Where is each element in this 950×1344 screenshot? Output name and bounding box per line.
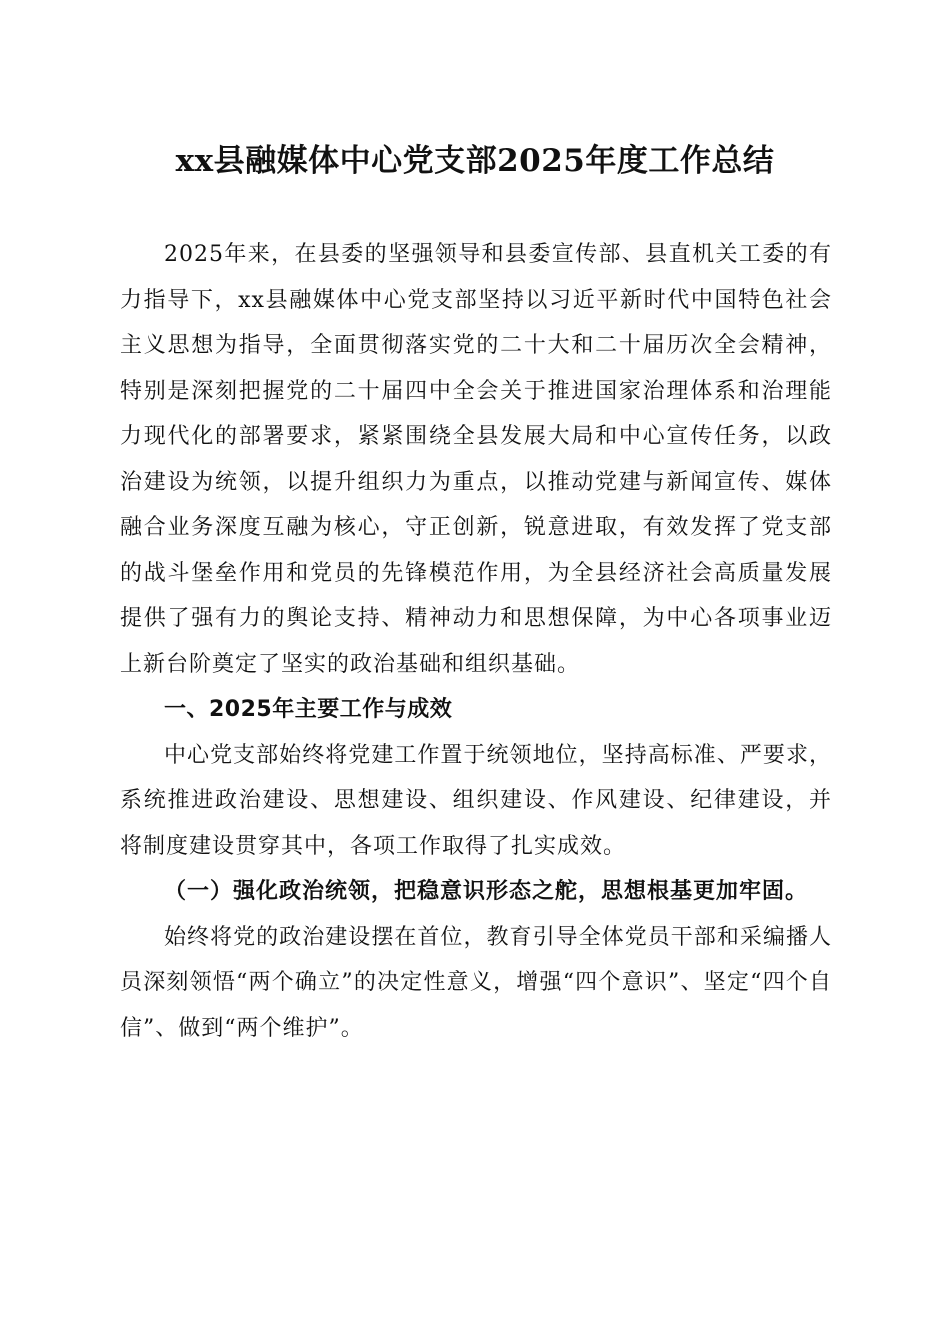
subsection-1-paragraph: 始终将党的政治建设摆在首位，教育引导全体党员干部和采编播人员深刻领悟“两个确立”的决定性意义，增强“四个意识”、坚定“四个自信”、做到“两个维护”。 bbox=[120, 924, 832, 1041]
section-1-paragraph: 中心党支部始终将党建工作置于统领地位，坚持高标准、严要求，系统推进政治建设、思想建设、组织建设、作风建设、纪律建设，并将制度建设贯穿其中，各项工作取得了扎实成效。 bbox=[120, 742, 832, 859]
document-body bbox=[120, 232, 832, 1051]
section-heading-1: 一、2025年主要工作与成效 bbox=[164, 697, 453, 722]
intro-paragraph: 2025年来，在县委的坚强领导和县委宣传部、县直机关工委的有力指导下，xx县融媒体中心党支部坚持以习近平新时代中国特色社会主义思想为指导，全面贯彻落实党的二十大和二十届历次全会精神，特别是深刻把握党的二十届四中全会关于推进国家治理体系和治理能力现代化的部署要求，紧紧围绕全县发展大局和中心宣传任务，以政治建设为统领，以提升组织力为重点，以推动党建与新闻宣传、媒体融合业务深度互融为核心，守正创新，锐意进取，有效发挥了党支部的战斗堡垒作用和党员的先锋模范作用，为全县经济社会高质量发展提供了强有力的舆论支持、精神动力和思想保障，为中心各项事业迈上新台阶奠定了坚实的政治基础和组织基础。 bbox=[120, 242, 832, 677]
document-title: xx县融媒体中心党支部2025年度工作总结 bbox=[175, 143, 775, 179]
subsection-heading-1: （一）强化政治统领，把稳意识形态之舵，思想根基更加牢固。 bbox=[164, 878, 809, 904]
